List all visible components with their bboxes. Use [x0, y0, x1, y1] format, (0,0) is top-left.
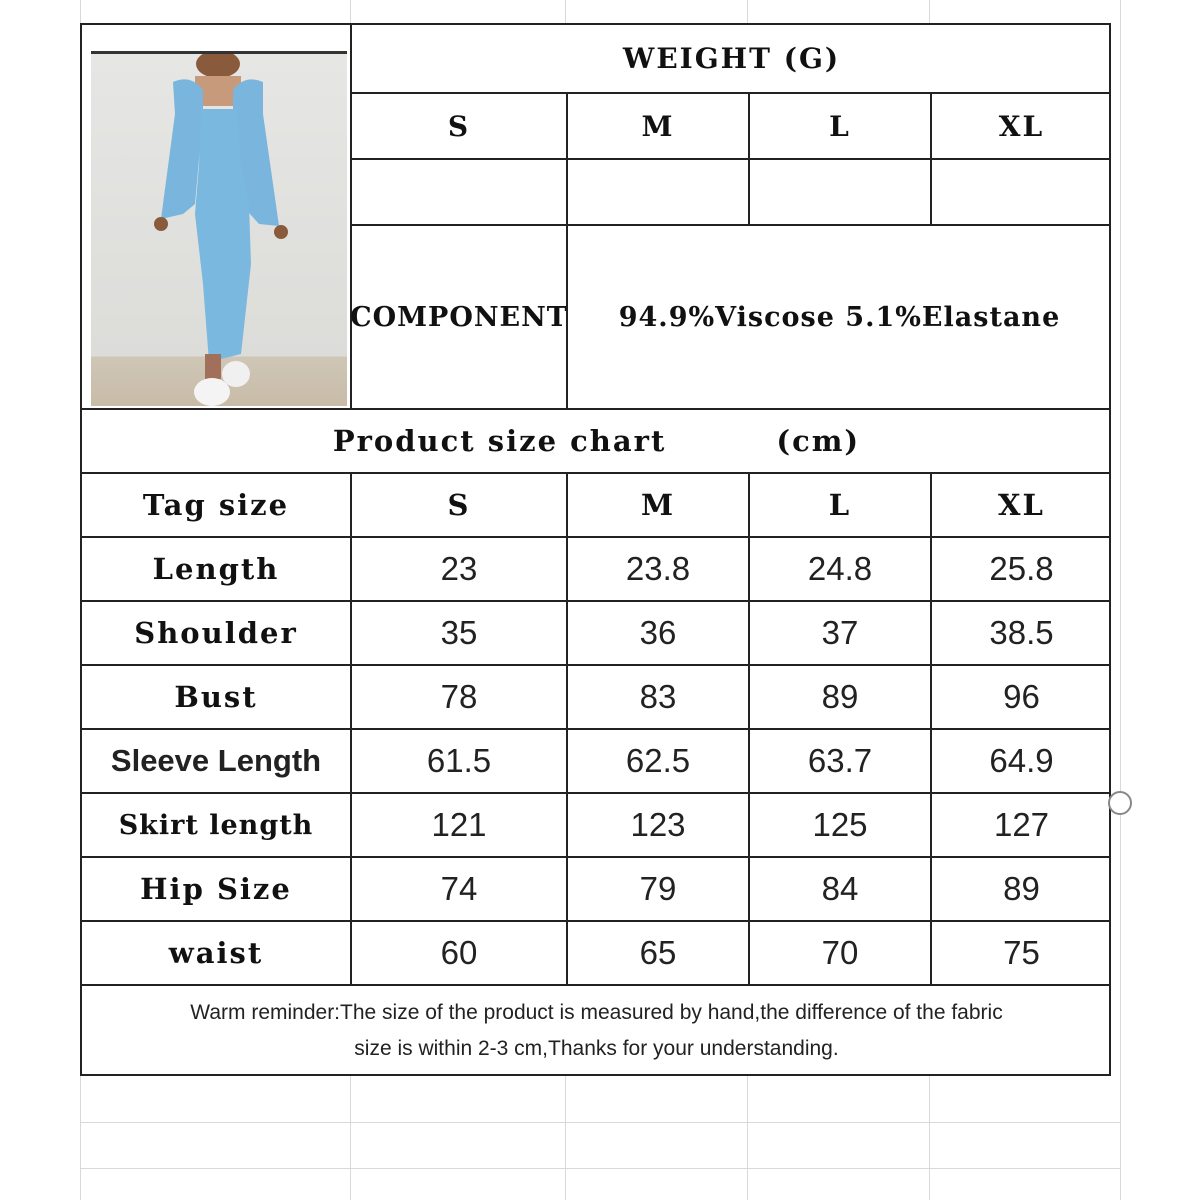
size-chart-sheet	[80, 23, 1111, 1076]
resize-handle[interactable]	[1108, 791, 1132, 815]
cell-xl: 38.5	[930, 600, 1111, 664]
cell-s: 61.5	[350, 728, 566, 792]
weight-size-l: L	[748, 92, 930, 158]
cell-xl: 96	[930, 664, 1111, 728]
cell-l: 89	[748, 664, 930, 728]
weight-value-m	[566, 158, 748, 224]
row-label: Hip Size	[82, 856, 350, 920]
size-chart-title-text: Product size chart	[332, 424, 667, 458]
cell-m: 79	[566, 856, 748, 920]
cell-s: 35	[350, 600, 566, 664]
cell-s: 78	[350, 664, 566, 728]
cell-s: 74	[350, 856, 566, 920]
cell-xl: 25.8	[930, 536, 1111, 600]
weight-size-xl: XL	[930, 92, 1111, 158]
product-photo-cell	[82, 25, 350, 408]
cell-xl: 89	[930, 856, 1111, 920]
dress-model-image	[91, 54, 347, 406]
size-chart-unit: (cm)	[776, 424, 861, 458]
weight-value-s	[350, 158, 566, 224]
row-label: Skirt length	[82, 792, 350, 856]
product-photo	[91, 51, 347, 406]
col-header-tag-size: Tag size	[82, 472, 350, 536]
cell-m: 23.8	[566, 536, 748, 600]
cell-l: 125	[748, 792, 930, 856]
cell-l: 24.8	[748, 536, 930, 600]
col-header-m: M	[566, 472, 748, 536]
cell-m: 123	[566, 792, 748, 856]
weight-size-s: S	[350, 92, 566, 158]
cell-xl: 64.9	[930, 728, 1111, 792]
cell-xl: 127	[930, 792, 1111, 856]
reminder-line-1: Warm reminder:The size of the product is measured by hand,the difference of the fabric	[190, 1001, 1003, 1024]
component-value: 94.9%Viscose 5.1%Elastane	[566, 224, 1111, 408]
size-chart-title	[82, 408, 1111, 472]
row-label: Length	[82, 536, 350, 600]
cell-m: 36	[566, 600, 748, 664]
cell-m: 83	[566, 664, 748, 728]
col-header-l: L	[748, 472, 930, 536]
weight-value-xl	[930, 158, 1111, 224]
cell-l: 70	[748, 920, 930, 984]
row-label: Bust	[82, 664, 350, 728]
cell-s: 23	[350, 536, 566, 600]
warm-reminder	[82, 984, 1111, 1076]
cell-s: 60	[350, 920, 566, 984]
weight-title: WEIGHT (G)	[350, 25, 1111, 92]
row-label: Shoulder	[82, 600, 350, 664]
cell-m: 65	[566, 920, 748, 984]
weight-size-m: M	[566, 92, 748, 158]
cell-xl: 75	[930, 920, 1111, 984]
row-label: waist	[82, 920, 350, 984]
col-header-s: S	[350, 472, 566, 536]
cell-l: 63.7	[748, 728, 930, 792]
row-label: Sleeve Length	[82, 728, 350, 792]
reminder-line-2: size is within 2-3 cm,Thanks for your understanding.	[354, 1037, 839, 1060]
cell-m: 62.5	[566, 728, 748, 792]
cell-l: 84	[748, 856, 930, 920]
component-label: COMPONENT	[350, 224, 566, 408]
col-header-xl: XL	[930, 472, 1111, 536]
cell-l: 37	[748, 600, 930, 664]
cell-s: 121	[350, 792, 566, 856]
weight-value-l	[748, 158, 930, 224]
